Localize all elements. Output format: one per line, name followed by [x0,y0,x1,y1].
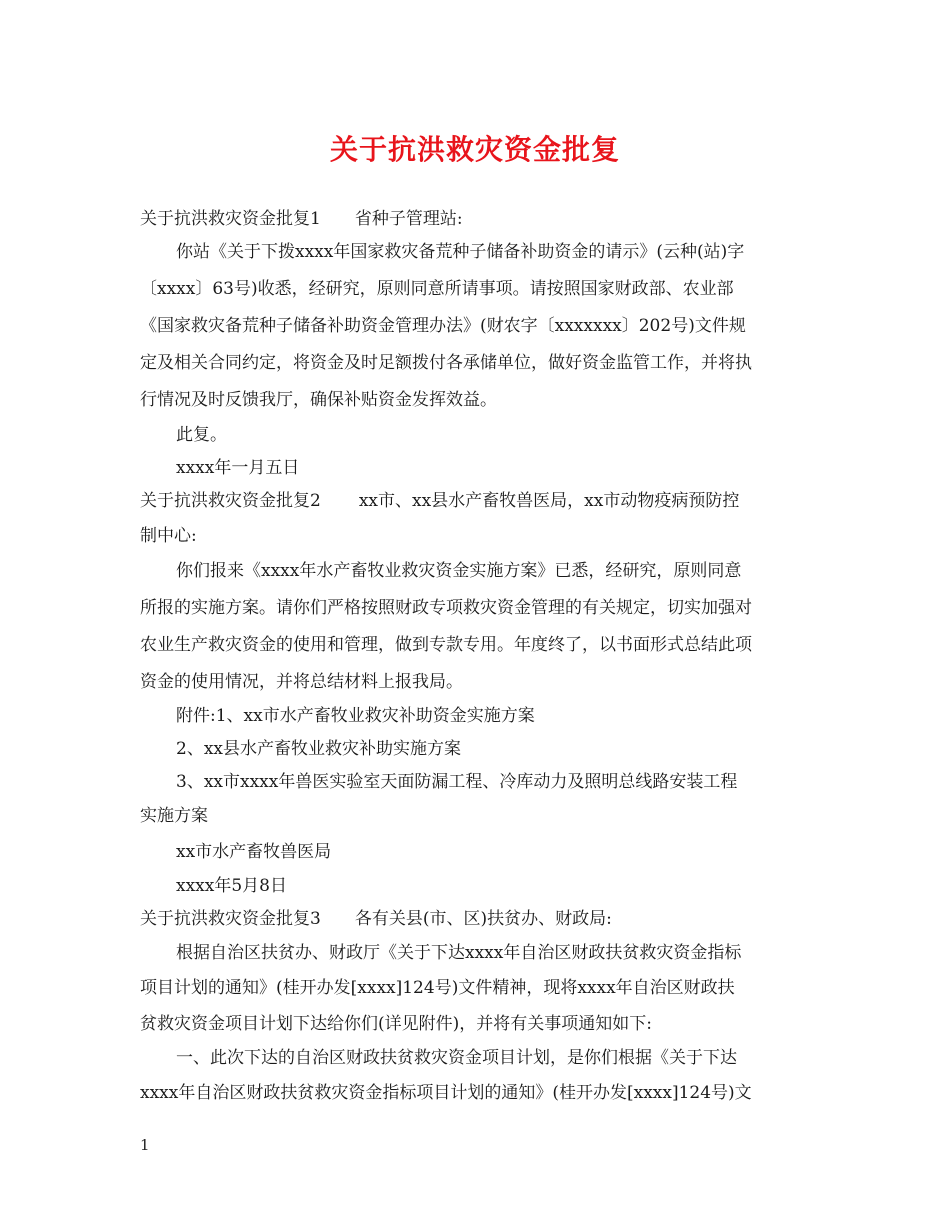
paragraph-line: 制中心: [140,526,197,546]
page-number: 1 [140,1136,150,1154]
paragraph-line: 所报的实施方案。请你们严格按照财政专项救灾资金管理的有关规定，切实加强对 [140,598,752,618]
attachment-line: 实施方案 [140,806,208,826]
paragraph-line: 根据自治区扶贫办、财政厅《关于下达xxxx年自治区财政扶贫救灾资金指标 [176,943,742,963]
heading-label: 关于抗洪救灾资金批复2 [140,491,321,511]
heading-label: 关于抗洪救灾资金批复3 [140,909,321,929]
document-title: 关于抗洪救灾资金批复 [329,133,620,166]
section-heading [140,907,612,931]
date-line: xxxx年5月8日 [176,876,287,896]
paragraph-line: 资金的使用情况，并将总结材料上报我局。 [140,672,463,692]
paragraph-line: 〔xxxx〕63号)收悉，经研究，原则同意所请事项。请按照国家财政部、农业部 [140,279,734,299]
paragraph-line: 此复。 [176,425,227,445]
addressee: 省种子管理站: [354,209,463,229]
addressee: xx市、xx县水产畜牧兽医局，xx市动物疫病预防控 [358,491,740,511]
attachment-line: 附件:1、xx市水产畜牧业救灾补助资金实施方案 [176,706,535,726]
addressee: 各有关县(市、区)扶贫办、财政局: [354,909,612,929]
section-heading [140,489,739,513]
paragraph-line: xxxx年自治区财政扶贫救灾资金指标项目计划的通知》(桂开办发[xxxx]124号)文 [140,1083,752,1103]
signature-line: xx市水产畜牧兽医局 [176,842,332,862]
paragraph-line: 项目计划的通知》(桂开办发[xxxx]124号)文件精神，现将xxxx年自治区财政扶 [140,978,735,998]
section-heading [140,207,463,231]
paragraph-line: 《国家救灾备荒种子储备补助资金管理办法》(财农字〔xxxxxxx〕202号)文件规 [140,316,746,336]
date-line: xxxx年一月五日 [176,458,300,478]
paragraph-line: 你站《关于下拨xxxx年国家救灾备荒种子储备补助资金的请示》(云种(站)字 [176,242,745,262]
paragraph-line: 农业生产救灾资金的使用和管理，做到专款专用。年度终了，以书面形式总结此项 [140,635,752,655]
paragraph-line: 行情况及时反馈我厅，确保补贴资金发挥效益。 [140,390,497,410]
attachment-line: 2、xx县水产畜牧业救灾补助实施方案 [176,739,461,759]
paragraph-line: 贫救灾资金项目计划下达给你们(详见附件)，并将有关事项通知如下: [140,1014,652,1034]
heading-label: 关于抗洪救灾资金批复1 [140,209,321,229]
paragraph-line: 定及相关合同约定，将资金及时足额拨付各承储单位，做好资金监管工作，并将执 [140,353,752,373]
attachment-line: 3、xx市xxxx年兽医实验室天面防漏工程、冷库动力及照明总线路安装工程 [176,772,738,792]
paragraph-line: 一、此次下达的自治区财政扶贫救灾资金项目计划，是你们根据《关于下达 [176,1048,737,1068]
paragraph-line: 你们报来《xxxx年水产畜牧业救灾资金实施方案》已悉，经研究，原则同意 [176,561,742,581]
